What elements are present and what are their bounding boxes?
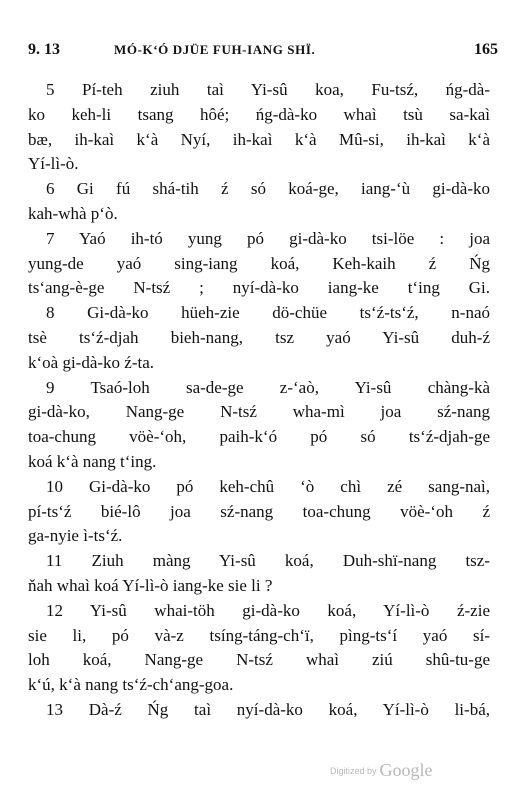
page-number: 165	[474, 41, 498, 58]
text-line: 13 Dà-ź Ńg taì nyí-dà-ko koá, Yí-lì-ò li-bá,	[46, 699, 490, 719]
text-line: gi-dà-ko, Nang-ge N-tsź wha-mì joa sź-nang	[28, 402, 490, 422]
digitization-watermark	[330, 760, 433, 781]
text-line: loh koá, Nang-ge N-tsź whaì ziú shû-tu-ge	[28, 650, 490, 670]
text-line: pí-ts‘ź bié-lô joa sź-nang toa-chung vöè-‘oh ź	[28, 501, 490, 521]
watermark-small-text: Digitized by	[330, 766, 377, 776]
text-line: 10 Gi-dà-ko pó keh-chû ‘ò chì zé sang-naì,	[46, 476, 490, 496]
text-line: 7 Yaó ih-tó yung pó gi-dà-ko tsi-löe : joa	[46, 228, 490, 248]
text-line: yung-de yaó sing-iang koá, Keh-kaih ź Ńg	[28, 253, 490, 273]
text-line: bæ, ih-kaì k‘à Nyí, ih-kaì k‘à Mû-si, ih-kaì k‘à	[28, 129, 490, 149]
text-line: Yí-lì-ò.	[28, 154, 79, 174]
text-line: k‘ú, k‘à nang ts‘ź-ch‘ang-goa.	[28, 675, 234, 695]
text-line: ňah whaì koá Yí-lì-ò iang-ke sie li ?	[28, 575, 273, 595]
running-title: MÓ-K‘Ó DJÜE FUH-IANG SHÏ.	[114, 42, 316, 57]
text-line: sie li, pó và-z tsíng-táng-ch‘ï, pìng-ts‘í yaó sí-	[28, 625, 490, 645]
text-line: 5 Pí-teh ziuh taì Yi-sû koa, Fu-tsź, ńg-dà-	[46, 80, 490, 99]
text-line: toa-chung vöè-‘oh, paih-k‘ó pó só ts‘ź-djah-ge	[28, 427, 490, 447]
text-line: 6 Gi fú shá-tih ź só koá-ge, iang-‘ù gi-dà-ko	[46, 179, 490, 199]
text-line: k‘oà gi-dà-ko ź-ta.	[28, 352, 155, 372]
running-header	[28, 38, 498, 62]
text-line: 11 Ziuh màng Yi-sû koá, Duh-shï-nang tsz-	[46, 551, 490, 571]
text-line: 9 Tsaó-loh sa-de-ge z-‘aò, Yi-sû chàng-kà	[46, 377, 490, 397]
chapter-verse-ref: 9. 13	[28, 41, 60, 58]
text-line: 8 Gi-dà-ko hüeh-zie dö-chüe ts‘ź-ts‘ź, n-naó	[46, 303, 490, 323]
text-line: ts‘ang-è-ge N-tsź ; nyí-dà-ko iang-ke t‘ing Gi.	[28, 278, 490, 298]
text-line: koá k‘à nang t‘ing.	[28, 451, 157, 471]
text-line: 12 Yi-sû whai-töh gi-dà-ko koá, Yí-lì-ò ź-zie	[46, 600, 490, 620]
text-line: ga-nyie ì-ts‘ź.	[28, 526, 123, 546]
text-line: kah-whà p‘ò.	[28, 203, 118, 223]
google-logo: Google	[379, 760, 433, 780]
text-line: ko keh-li tsang hôé; ńg-dà-ko whaì tsù sa-kaì	[28, 104, 490, 124]
text-line: tsè ts‘ź-djah bieh-nang, tsz yaó Yi-sû duh-ź	[28, 327, 490, 347]
body-text	[28, 78, 490, 723]
